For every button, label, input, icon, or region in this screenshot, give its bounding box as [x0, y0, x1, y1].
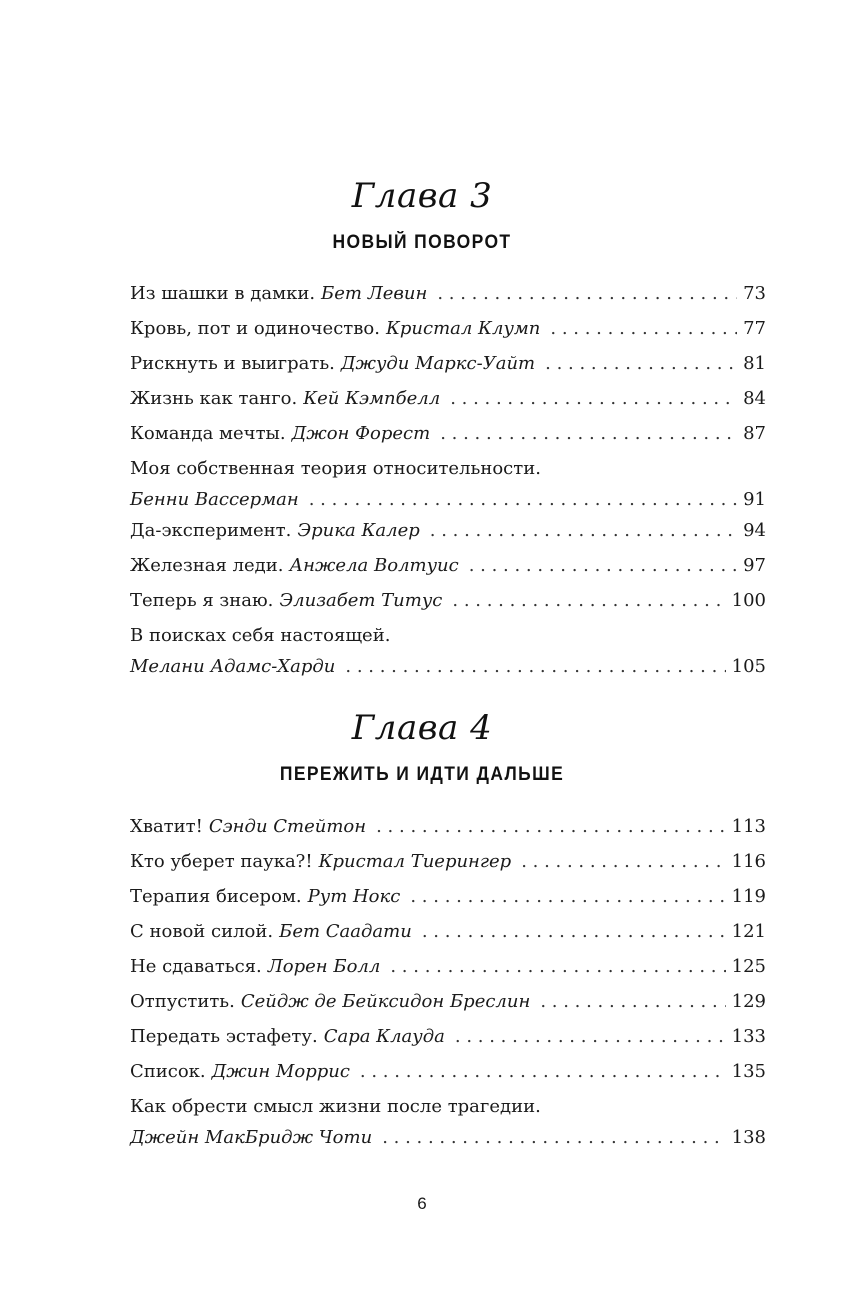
- entry-page: 138: [731, 1127, 766, 1148]
- entry-page: 84: [743, 388, 766, 409]
- leader-dots: [521, 849, 725, 875]
- entry-page: 87: [743, 423, 766, 444]
- entry-author: Джин Моррис: [211, 1061, 350, 1082]
- entry-author: Эрика Калер: [297, 520, 420, 541]
- toc-entry[interactable]: [130, 849, 766, 875]
- toc-entry[interactable]: [130, 588, 766, 614]
- entry-title: Рискнуть и выиграть.: [130, 353, 335, 374]
- toc-entry[interactable]: [130, 1059, 766, 1085]
- toc-entry[interactable]: [130, 456, 766, 513]
- entry-page: 129: [731, 991, 766, 1012]
- entry-page: 135: [731, 1061, 766, 1082]
- entry-title: Терапия бисером.: [130, 886, 302, 907]
- entry-title: Железная леди.: [130, 555, 284, 576]
- entry-author: Мелани Адамс-Харди: [130, 656, 336, 677]
- page-number: 6: [417, 1194, 427, 1213]
- entry-page: 100: [731, 590, 766, 611]
- entry-author: Сэнди Стейтон: [208, 816, 367, 837]
- leader-dots: [450, 386, 737, 412]
- entry-title: С новой силой.: [130, 921, 274, 942]
- toc-entry[interactable]: [130, 919, 766, 945]
- entry-title: Моя собственная теория относительности.: [130, 458, 541, 479]
- leader-dots: [440, 421, 737, 447]
- toc-entry[interactable]: [130, 316, 766, 342]
- leader-dots: [376, 814, 726, 840]
- leader-dots: [437, 281, 737, 307]
- entry-page: 113: [731, 816, 766, 837]
- entry-title: Теперь я знаю.: [130, 590, 274, 611]
- toc-entry[interactable]: [130, 623, 766, 680]
- toc-entry[interactable]: [130, 989, 766, 1015]
- toc-entry[interactable]: [130, 814, 766, 840]
- entry-page: 81: [743, 353, 766, 374]
- leader-dots: [455, 1024, 726, 1050]
- entry-author: Сара Клауда: [323, 1026, 445, 1047]
- leader-dots: [430, 518, 737, 544]
- leader-dots: [540, 989, 725, 1015]
- toc-entry[interactable]: [130, 1024, 766, 1050]
- leader-dots: [382, 1125, 725, 1151]
- entry-author: Анжела Волтуис: [289, 555, 459, 576]
- toc-entry[interactable]: [130, 1094, 766, 1151]
- leader-dots: [452, 588, 725, 614]
- toc-entry[interactable]: [130, 518, 766, 544]
- entry-page: 119: [731, 886, 766, 907]
- entry-author: Джон Форест: [291, 423, 431, 444]
- entry-author: Лорен Болл: [267, 956, 381, 977]
- leader-dots: [345, 654, 725, 680]
- toc-entry[interactable]: [130, 954, 766, 980]
- entry-page: 73: [743, 283, 766, 304]
- entry-title: Да-эксперимент.: [130, 520, 292, 541]
- entry-author: Бет Левин: [321, 283, 428, 304]
- entry-author: Бенни Вассерман: [130, 489, 299, 510]
- entry-title: В поисках себя настоящей.: [130, 625, 391, 646]
- entry-title: Команда мечты.: [130, 423, 286, 444]
- entry-page: 116: [731, 851, 766, 872]
- entry-page: 77: [743, 318, 766, 339]
- toc-entry[interactable]: [130, 421, 766, 447]
- entry-author: Кристал Тиерингер: [318, 851, 512, 872]
- leader-dots: [550, 316, 737, 342]
- leader-dots: [545, 351, 737, 377]
- entry-page: 133: [731, 1026, 766, 1047]
- entry-page: 105: [731, 656, 766, 677]
- entry-author: Сейдж де Бейксидон Бреслин: [240, 991, 531, 1012]
- entry-page: 97: [743, 555, 766, 576]
- entry-page: 91: [743, 489, 766, 510]
- entry-title: Отпустить.: [130, 991, 235, 1012]
- entry-page: 125: [731, 956, 766, 977]
- chapter-4-heading: Глава 4: [351, 708, 493, 748]
- entry-title: Список.: [130, 1061, 206, 1082]
- entry-author: Бет Саадати: [279, 921, 412, 942]
- entry-title: Хватит!: [130, 816, 203, 837]
- entry-author: Рут Нокс: [307, 886, 401, 907]
- leader-dots: [469, 553, 737, 579]
- entry-title: Кровь, пот и одиночество.: [130, 318, 380, 339]
- leader-dots: [410, 884, 725, 910]
- leader-dots: [390, 954, 725, 980]
- toc-entry[interactable]: [130, 281, 766, 307]
- entry-author: Кей Кэмпбелл: [303, 388, 441, 409]
- toc-entry[interactable]: [130, 386, 766, 412]
- entry-title: Как обрести смысл жизни после трагедии.: [130, 1096, 541, 1117]
- chapter-3-title: НОВЫЙ ПОВОРОТ: [332, 232, 512, 253]
- toc-entry[interactable]: [130, 351, 766, 377]
- toc-entry[interactable]: [130, 884, 766, 910]
- entry-author: Джуди Маркс-Уайт: [340, 353, 536, 374]
- entry-title: Жизнь как танго.: [130, 388, 298, 409]
- entry-author: Джейн МакБридж Чоти: [130, 1127, 373, 1148]
- entry-title: Не сдаваться.: [130, 956, 262, 977]
- entry-page: 94: [743, 520, 766, 541]
- entry-author: Элизабет Титус: [279, 590, 443, 611]
- entry-title: Передать эстафету.: [130, 1026, 318, 1047]
- entry-title: Из шашки в дамки.: [130, 283, 316, 304]
- entry-title: Кто уберет паука?!: [130, 851, 313, 872]
- chapter-4-title: ПЕРЕЖИТЬ И ИДТИ ДАЛЬШЕ: [279, 764, 565, 785]
- leader-dots: [422, 919, 726, 945]
- entry-page: 121: [731, 921, 766, 942]
- chapter-3-heading: Глава 3: [351, 176, 493, 216]
- toc-entry[interactable]: [130, 553, 766, 579]
- leader-dots: [309, 487, 737, 513]
- entry-author: Кристал Клумп: [385, 318, 541, 339]
- leader-dots: [360, 1059, 726, 1085]
